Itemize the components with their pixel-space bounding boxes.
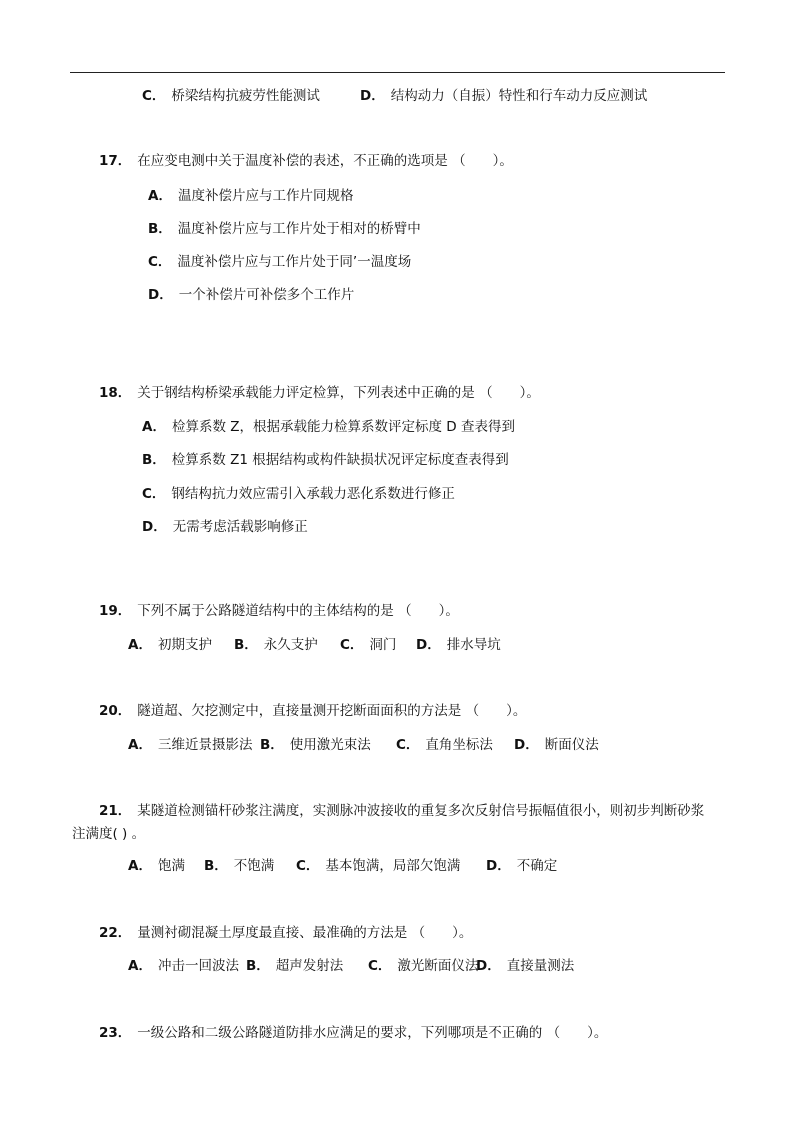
- q16-options-row: [142, 87, 647, 105]
- q18-option-b: B． 检算系数 Z1 根据结构或构件缺损状况评定标度查表得到: [142, 452, 509, 468]
- q17-option-a: A． 温度补偿片应与工作片同规格: [148, 188, 354, 204]
- q21-option-d: D． 不确定: [486, 858, 558, 874]
- q18-stem: 18． 关于钢结构桥梁承载能力评定检算，下列表述中正确的是 （ ）。: [99, 385, 540, 401]
- q22-option-a: A． 冲击一回波法: [128, 958, 239, 974]
- q17-option-b: B． 温度补偿片应与工作片处于相对的桥臂中: [148, 221, 421, 237]
- q18-option-c: C． 钢结构抗力效应需引入承载力恶化系数进行修正: [142, 486, 455, 502]
- q19-option-c: C． 洞门: [340, 637, 397, 653]
- q17-option-d: D． 一个补偿片可补偿多个工作片: [148, 287, 355, 303]
- q22-option-d: D． 直接量测法: [476, 958, 575, 974]
- q21-options-row: [128, 857, 557, 875]
- q21-option-c: C． 基本饱满，局部欠饱满: [296, 858, 461, 874]
- q20-option-b: B． 使用激光束法: [260, 737, 371, 753]
- header-rule: [70, 72, 725, 73]
- q16-option-c: C． 桥梁结构抗疲劳性能测试: [142, 88, 320, 104]
- q21-stem-line1: 21． 某隧道检测锚杆砂浆注满度，实测脉冲波接收的重复多次反射信号振幅值很小，则初步判断砂浆: [99, 803, 705, 819]
- q23-stem: 23． 一级公路和二级公路隧道防排水应满足的要求，下列哪项是不正确的 （ ）。: [99, 1025, 608, 1041]
- q19-option-d: D． 排水导坑: [416, 637, 501, 653]
- q21-option-a: A． 饱满: [128, 858, 185, 874]
- q19-stem: 19． 下列不属于公路隧道结构中的主体结构的是 （ ）。: [99, 603, 459, 619]
- q17-stem: 17． 在应变电测中关于温度补偿的表述，不正确的选项是 （ ）。: [99, 153, 513, 169]
- q20-option-c: C． 直角坐标法: [396, 737, 493, 753]
- q18-option-a: A． 检算系数 Z，根据承载能力检算系数评定标度 D 查表得到: [142, 419, 515, 435]
- q19-option-b: B． 永久支护: [234, 637, 318, 653]
- q22-options-row: [128, 957, 574, 975]
- q20-options-row: [128, 736, 599, 754]
- q18-option-d: D． 无需考虑活载影响修正: [142, 519, 308, 535]
- q20-option-d: D． 断面仪法: [514, 737, 599, 753]
- q17-option-c: C． 温度补偿片应与工作片处于同’一温度场: [148, 254, 412, 270]
- q22-option-c: C． 激光断面仪法: [368, 958, 479, 974]
- q16-option-d: D． 结构动力（自振）特性和行车动力反应测试: [360, 88, 648, 104]
- q19-option-a: A． 初期支护: [128, 637, 212, 653]
- q22-option-b: B． 超声发射法: [246, 958, 344, 974]
- q20-option-a: A． 三维近景摄影法: [128, 737, 253, 753]
- q21-stem-line2: 注满度( ) 。: [72, 826, 146, 842]
- q22-stem: 22． 量测衬砌混凝土厚度最直接、最准确的方法是 （ ）。: [99, 925, 473, 941]
- q20-stem: 20． 隧道超、欠挖测定中，直接量测开挖断面面积的方法是 （ ）。: [99, 703, 527, 719]
- q21-option-b: B． 不饱满: [204, 858, 275, 874]
- q19-options-row: [128, 636, 501, 654]
